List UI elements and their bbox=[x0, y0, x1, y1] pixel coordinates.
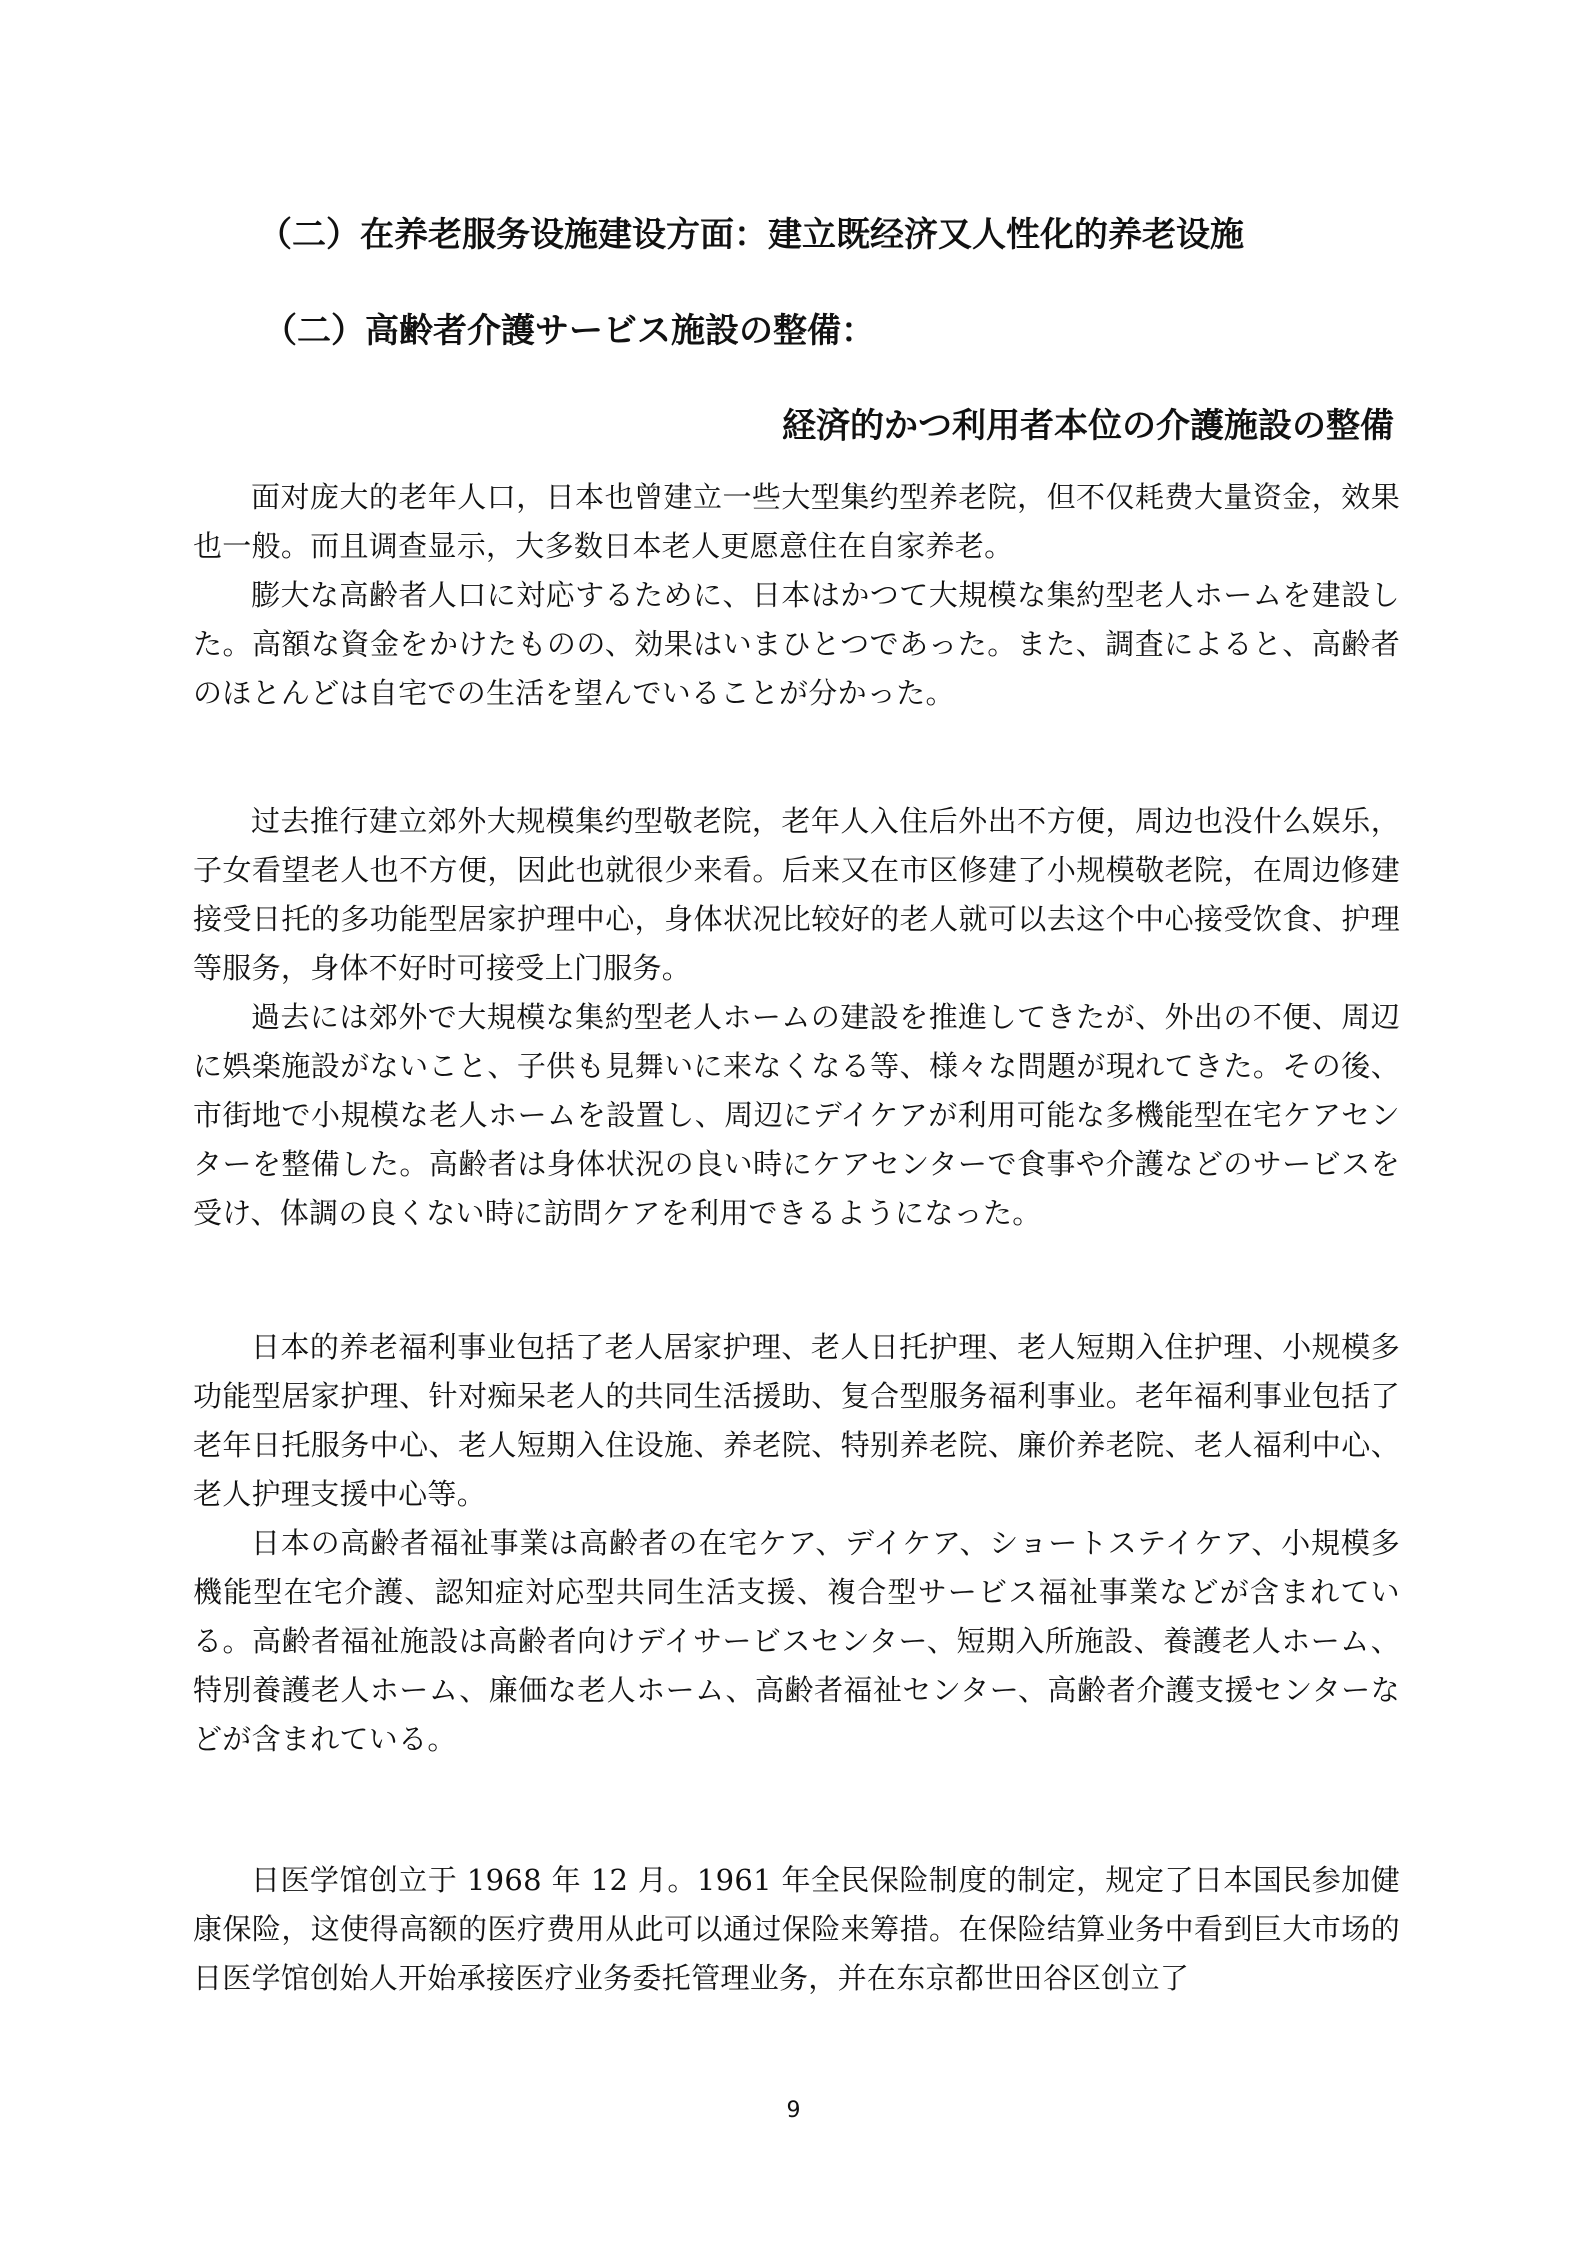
section-subheading-japanese: 経済的かつ利用者本位の介護施設の整備 bbox=[782, 406, 1394, 446]
section-block-2 bbox=[193, 797, 1400, 1238]
paragraph-chinese: 日本的养老福利事业包括了老人居家护理、老人日托护理、老人短期入住护理、小规模多功能型居家护理、针对痴呆老人的共同生活援助、复合型服务福利事业。老年福利事业包括了老年日托服务中心、老人短期入住设施、养老院、特别养老院、廉价养老院、老人福利中心、老人护理支援中心等。 bbox=[193, 1330, 1400, 1511]
section-heading-chinese: （二）在养老服务设施建设方面：建立既经济又人性化的养老设施 bbox=[258, 215, 1244, 255]
section-heading-japanese: （二）高齢者介護サービス施設の整備： bbox=[263, 311, 875, 351]
paragraph-japanese: 日本の高齢者福祉事業は高齢者の在宅ケア、デイケア、ショートステイケア、小規模多機能型在宅介護、認知症対応型共同生活支援、複合型サービス福祉事業などが含まれている。高齢者福祉施設は高齢者向けデイサービスセンター、短期入所施設、養護老人ホーム、特別養護老人ホーム、廉価な老人ホーム、高齢者福祉センター、高齢者介護支援センターなどが含まれている。 bbox=[193, 1526, 1400, 1756]
paragraph-japanese: 膨大な高齢者人口に対応するために、日本はかつて大規模な集約型老人ホームを建設した。高額な資金をかけたものの、効果はいまひとつであった。また、調査によると、高齢者のほとんどは自宅での生活を望んでいることが分かった。 bbox=[193, 578, 1400, 710]
section-block-4 bbox=[193, 1856, 1400, 2003]
paragraph-japanese: 過去には郊外で大規模な集約型老人ホームの建設を推進してきたが、外出の不便、周辺に娯楽施設がないこと、子供も見舞いに来なくなる等、様々な問題が現れてきた。その後、市街地で小規模な老人ホームを設置し、周辺にデイケアが利用可能な多機能型在宅ケアセンターを整備した。高齢者は身体状況の良い時にケアセンターで食事や介護などのサービスを受け、体調の良くない時に訪問ケアを利用できるようになった。 bbox=[193, 1000, 1400, 1230]
paragraph-chinese: 过去推行建立郊外大规模集约型敬老院，老年人入住后外出不方便，周边也没什么娱乐，子女看望老人也不方便，因此也就很少来看。后来又在市区修建了小规模敬老院，在周边修建接受日托的多功能型居家护理中心，身体状况比较好的老人就可以去这个中心接受饮食、护理等服务，身体不好时可接受上门服务。 bbox=[193, 804, 1400, 985]
paragraph-chinese: 日医学馆创立于 1968 年 12 月。1961 年全民保险制度的制定，规定了日本国民参加健康保险，这使得高额的医疗费用从此可以通过保险来筹措。在保险结算业务中看到巨大市场的日医学馆创始人开始承接医疗业务委托管理业务，并在东京都世田谷区创立了 bbox=[193, 1863, 1400, 1995]
section-block-1 bbox=[193, 473, 1400, 718]
page-number: 9 bbox=[786, 2098, 801, 2123]
section-block-3 bbox=[193, 1323, 1400, 1764]
paragraph-chinese: 面对庞大的老年人口，日本也曾建立一些大型集约型养老院，但不仅耗费大量资金，效果也一般。而且调查显示，大多数日本老人更愿意住在自家养老。 bbox=[193, 480, 1400, 563]
